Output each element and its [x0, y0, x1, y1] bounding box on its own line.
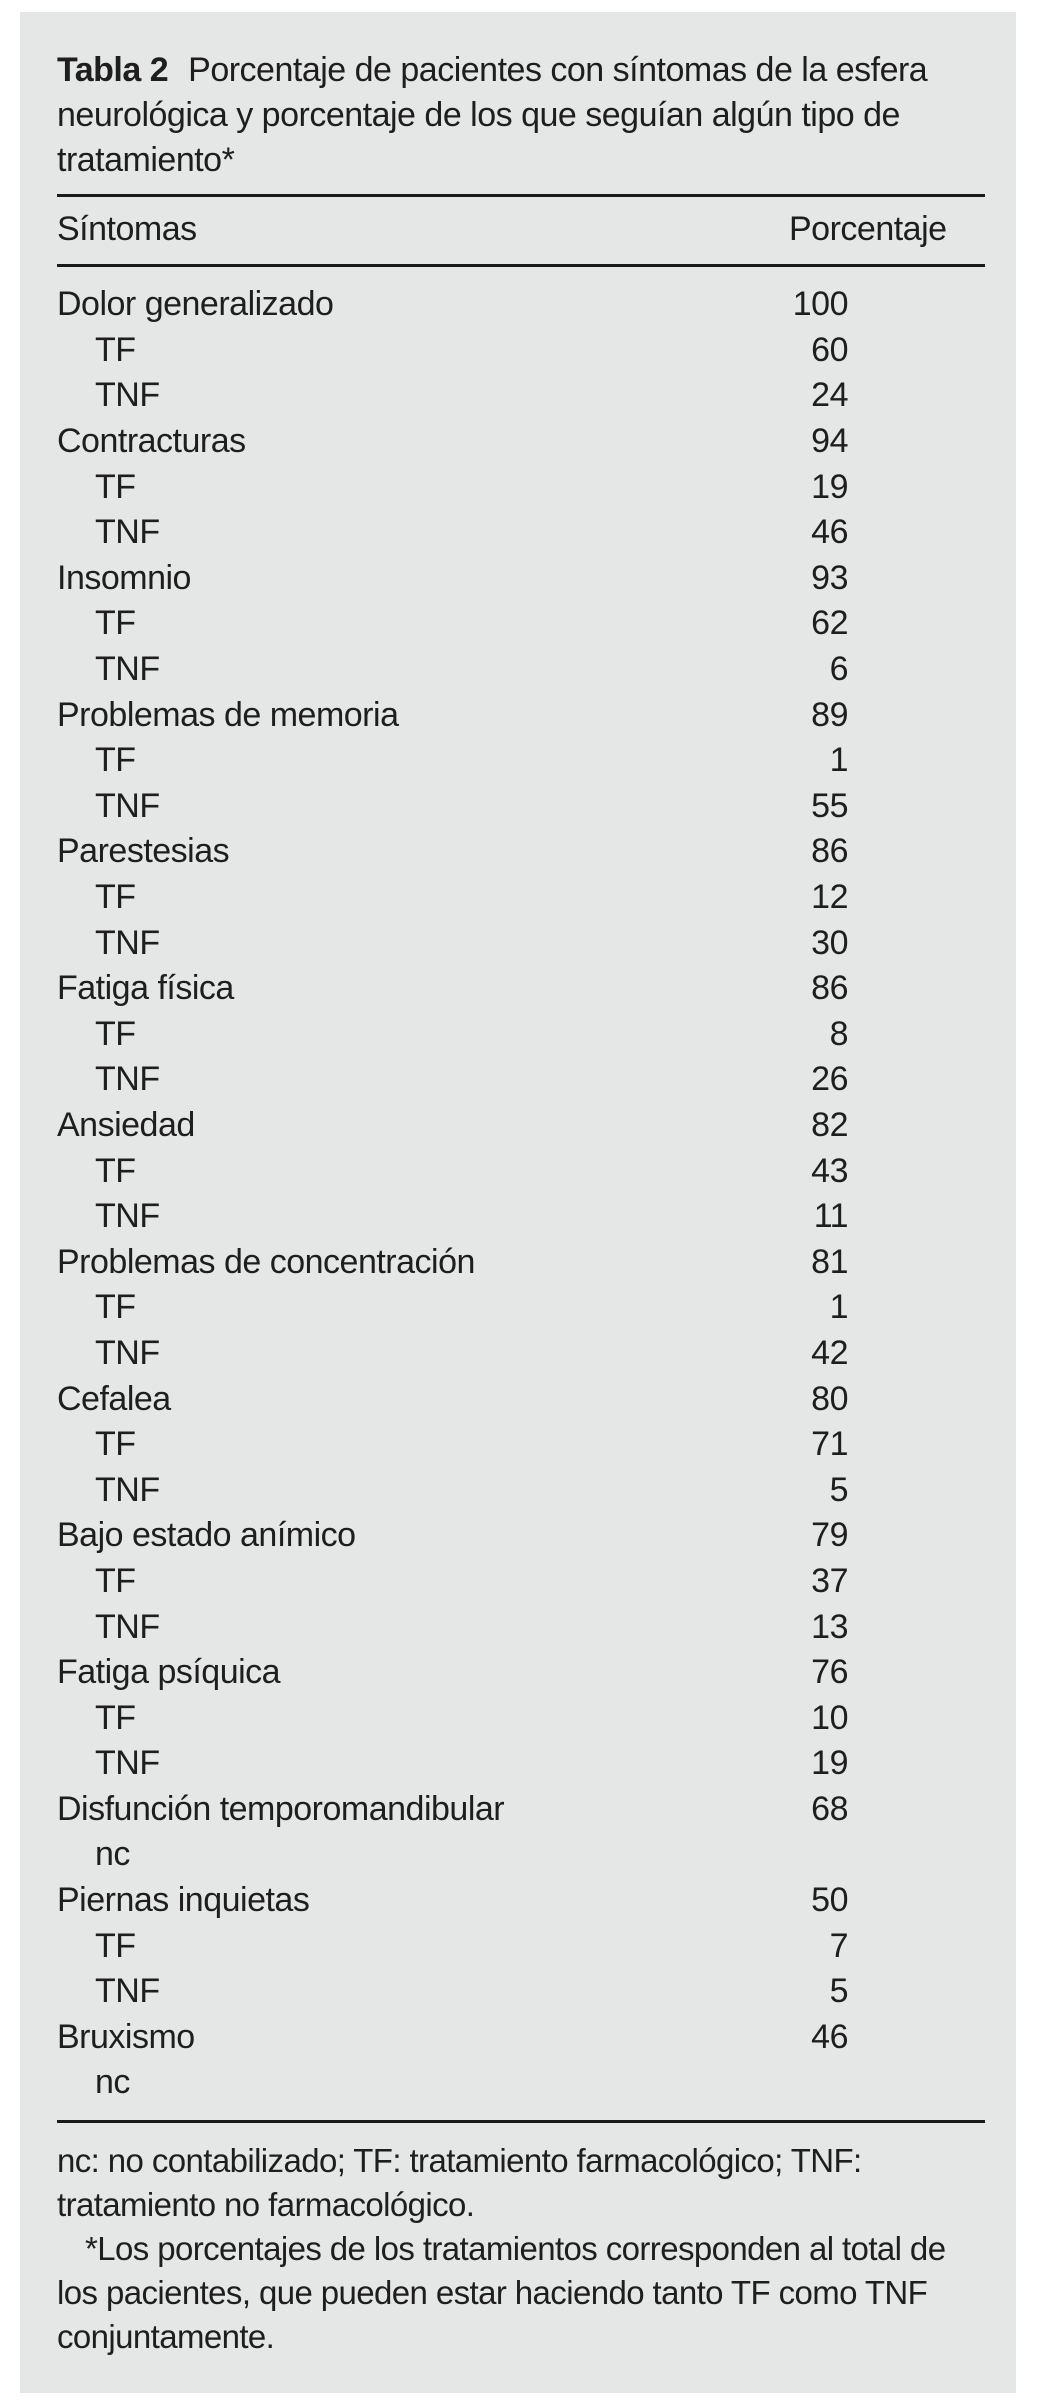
percentage-value: 81: [811, 1242, 848, 1281]
treatment-label: TNF: [95, 650, 160, 689]
percentage-value: 55: [811, 786, 848, 825]
table-row: [57, 1604, 985, 1650]
treatment-label: nc: [95, 2063, 130, 2102]
table-row: [57, 1969, 985, 2015]
table-row: [57, 2015, 985, 2061]
table-row: [57, 966, 985, 1012]
table-header: [57, 197, 985, 264]
percentage-value: 26: [811, 1060, 848, 1099]
percentage-value: 1: [829, 741, 848, 780]
percentage-value: 37: [811, 1561, 848, 1600]
percentage-value: 11: [813, 1197, 848, 1236]
percentage-value: 82: [811, 1105, 848, 1144]
percentage-value: 6: [829, 650, 848, 689]
table-row: [57, 1832, 985, 1878]
percentage-value: 71: [811, 1425, 848, 1464]
table-row: [57, 1194, 985, 1240]
treatment-label: TNF: [95, 1972, 160, 2011]
percentage-value: 46: [811, 513, 848, 552]
treatment-label: TF: [95, 878, 136, 917]
table-row: [57, 282, 985, 328]
symptom-label: Dolor generalizado: [57, 285, 334, 324]
table-row: [57, 1422, 985, 1468]
percentage-value: 1: [829, 1288, 848, 1327]
symptom-label: Cefalea: [57, 1379, 171, 1418]
table-row: [57, 784, 985, 830]
table-row: [57, 2060, 985, 2106]
percentage-value: 30: [811, 923, 848, 962]
percentage-value: 86: [811, 832, 848, 871]
table-row: [57, 1650, 985, 1696]
treatment-label: TNF: [95, 376, 160, 415]
percentage-value: 5: [829, 1470, 848, 1509]
treatment-label: TF: [95, 1425, 136, 1464]
percentage-value: 80: [811, 1379, 848, 1418]
percentage-value: 42: [811, 1333, 848, 1372]
table-row: [57, 1741, 985, 1787]
treatment-label: TNF: [95, 1744, 160, 1783]
table-row: [57, 1467, 985, 1513]
percentage-value: 76: [811, 1653, 848, 1692]
percentage-value: 19: [811, 467, 848, 506]
treatment-label: TF: [95, 467, 136, 506]
percentage-value: 43: [811, 1151, 848, 1190]
treatment-label: TF: [95, 1151, 136, 1190]
header-percentage: Porcentaje: [789, 210, 947, 248]
table-row: [57, 328, 985, 374]
divider-bottom: [57, 2120, 985, 2123]
percentage-value: 10: [811, 1698, 848, 1737]
percentage-value: 7: [829, 1926, 848, 1965]
footnote-asterisk: *Los porcentajes de los tratamientos corresponden al total de los pacientes, que pueden estar haciendo tanto TF como TNF conjuntamente.: [57, 2229, 946, 2355]
symptom-label: Contracturas: [57, 422, 246, 461]
percentage-value: 60: [811, 330, 848, 369]
table-row: [57, 1559, 985, 1605]
treatment-label: TF: [95, 1288, 136, 1327]
treatment-label: TNF: [95, 1607, 160, 1646]
table-label: Tabla 2: [57, 51, 169, 89]
percentage-value: 50: [811, 1881, 848, 1920]
table-row: [57, 1695, 985, 1741]
treatment-label: TF: [95, 604, 136, 643]
symptom-label: Fatiga física: [57, 969, 234, 1008]
treatment-label: TF: [95, 330, 136, 369]
table-row: [57, 510, 985, 556]
percentage-value: 79: [811, 1516, 848, 1555]
treatment-label: TNF: [95, 1470, 160, 1509]
table-row: [57, 419, 985, 465]
treatment-label: TNF: [95, 1333, 160, 1372]
percentage-value: 5: [829, 1972, 848, 2011]
symptom-label: Problemas de memoria: [57, 695, 399, 734]
table-row: [57, 1331, 985, 1377]
treatment-label: TF: [95, 741, 136, 780]
table-row: [57, 1285, 985, 1331]
table-row: [57, 601, 985, 647]
percentage-value: 13: [811, 1607, 848, 1646]
table-row: [57, 1376, 985, 1422]
treatment-label: TF: [95, 1014, 136, 1053]
footnote-abbreviations: nc: no contabilizado; TF: tratamiento farmacológico; TNF: tratamiento no farmacológico.: [57, 2141, 862, 2223]
percentage-value: 8: [829, 1014, 848, 1053]
symptom-label: Fatiga psíquica: [57, 1653, 281, 1692]
table-content: [20, 12, 1016, 2359]
percentage-value: 62: [811, 604, 848, 643]
table-row: [57, 1878, 985, 1924]
percentage-value: 94: [811, 422, 848, 461]
symptom-label: Insomnio: [57, 558, 191, 597]
symptom-label: Bruxismo: [57, 2017, 195, 2056]
treatment-label: TNF: [95, 513, 160, 552]
table-row: [57, 647, 985, 693]
percentage-value: 89: [811, 695, 848, 734]
percentage-value: 19: [811, 1744, 848, 1783]
symptom-label: Ansiedad: [57, 1105, 195, 1144]
table-row: [57, 1012, 985, 1058]
symptom-label: Problemas de concentración: [57, 1242, 475, 1281]
table-row: [57, 738, 985, 784]
header-symptoms: Síntomas: [57, 210, 197, 248]
symptom-label: Disfunción temporomandibular: [57, 1789, 505, 1828]
table-row: [57, 1513, 985, 1559]
table-row: [57, 373, 985, 419]
table-panel: [20, 12, 1016, 2393]
table-row: [57, 1923, 985, 1969]
treatment-label: TNF: [95, 786, 160, 825]
treatment-label: nc: [95, 1835, 130, 1874]
symptom-label: Piernas inquietas: [57, 1881, 310, 1920]
table-row: [57, 1103, 985, 1149]
percentage-value: 46: [811, 2017, 848, 2056]
percentage-value: 68: [811, 1789, 848, 1828]
percentage-value: 100: [792, 285, 848, 324]
table-body: [57, 267, 985, 2120]
treatment-label: TNF: [95, 1197, 160, 1236]
treatment-label: TF: [95, 1926, 136, 1965]
table-caption: [57, 48, 985, 183]
table-row: [57, 556, 985, 602]
treatment-label: TF: [95, 1698, 136, 1737]
symptom-label: Bajo estado anímico: [57, 1516, 356, 1555]
percentage-value: 24: [811, 376, 848, 415]
table-row: [57, 920, 985, 966]
table-row: [57, 464, 985, 510]
table-row: [57, 1148, 985, 1194]
percentage-value: 86: [811, 969, 848, 1008]
percentage-value: 93: [811, 558, 848, 597]
treatment-label: TNF: [95, 1060, 160, 1099]
percentage-value: 12: [811, 878, 848, 917]
table-row: [57, 1787, 985, 1833]
table-row: [57, 875, 985, 921]
treatment-label: TF: [95, 1561, 136, 1600]
table-row: [57, 1239, 985, 1285]
table-row: [57, 692, 985, 738]
symptom-label: Parestesias: [57, 832, 230, 871]
table-caption-text: Porcentaje de pacientes con síntomas de la esfera neurológica y porcentaje de los que seguían algún tipo de tratamiento*: [57, 51, 928, 179]
treatment-label: TNF: [95, 923, 160, 962]
table-footnotes: [57, 2139, 985, 2359]
table-row: [57, 1057, 985, 1103]
table-row: [57, 829, 985, 875]
